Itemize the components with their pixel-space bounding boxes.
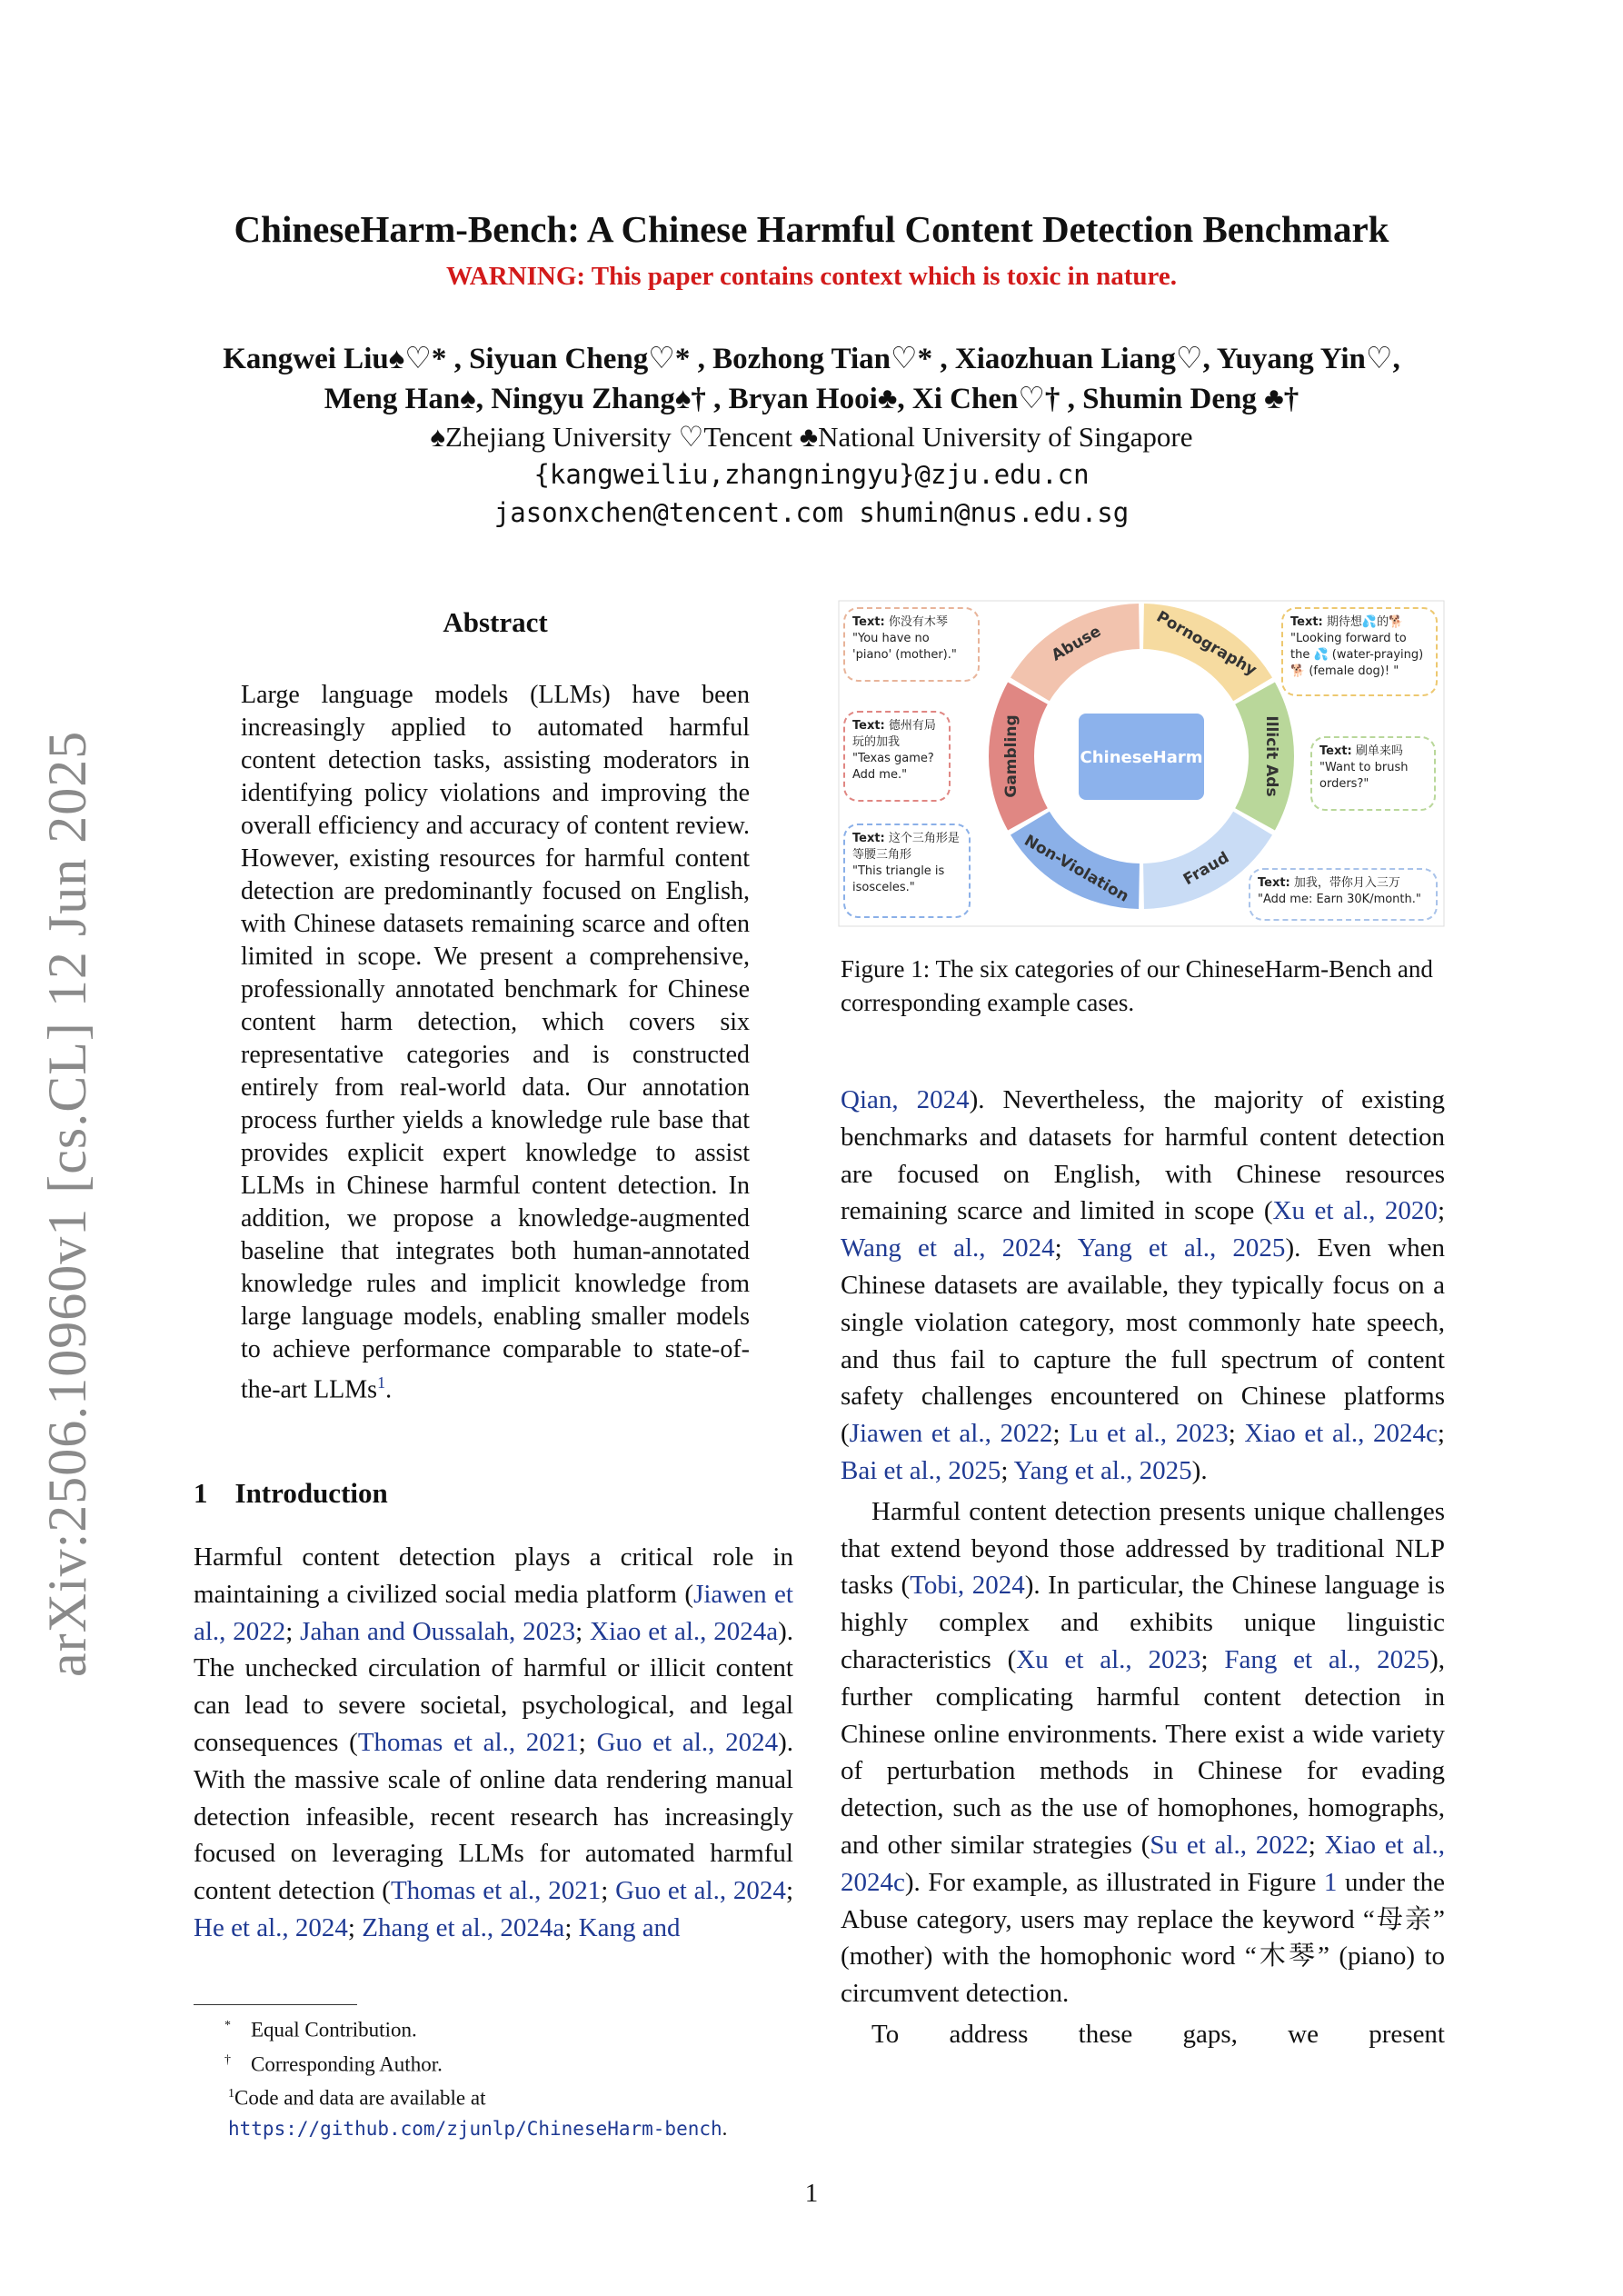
citation[interactable]: Yang et al., 2025	[1013, 1455, 1192, 1485]
email-line-1: {kangweiliu,zhangningyu}@zju.edu.cn	[533, 459, 1090, 490]
citation[interactable]: Bai et al., 2025	[841, 1455, 1001, 1485]
center-label: ChineseHarm	[1080, 748, 1203, 767]
repo-link[interactable]: https://github.com/zjunlp/ChineseHarm-bench	[228, 2117, 722, 2140]
citation[interactable]: Jiawen et al., 2022	[849, 1419, 1053, 1449]
footnote-ref[interactable]: 1	[377, 1373, 386, 1392]
footnote-code: $^1$Code and data are available at https://github.com/zjunlp/ChineseHarm-bench.	[228, 2086, 728, 2140]
intro-paragraph-1: Harmful content detection plays a critical role in maintaining a civilized social media platform (Jiawen et al., 2022; Jahan and Oussalah, 2023; Xiao et al., 2024a). The unchecked circulation of harmful or illicit content can lead to severe societal, psychological, and legal consequences (Thomas et al., 2021; Guo et al., 2024). With the massive scale of online data rendering manual detection infeasible, recent research has increasingly focused on leveraging LLMs for automated harmful content detection (Thomas et al., 2021; Guo et al., 2024; He et al., 2024; Zhang et al., 2024a; Kang and	[194, 1542, 794, 1942]
citation[interactable]: Thomas et al., 2021	[357, 1727, 579, 1757]
citation[interactable]: Qian, 2024	[841, 1085, 970, 1114]
abstract-body	[241, 679, 750, 1406]
section-number: 1	[194, 1477, 208, 1509]
page-number: 1	[804, 2179, 819, 2208]
citation[interactable]: Su et al., 2022	[1150, 1830, 1309, 1860]
segment-label: Non-Violation	[1021, 831, 1132, 906]
example-gambling: Text: 德州有局玩的加我 "Texas game? Add me."	[843, 711, 951, 802]
intro-paragraph-3: To address these gaps, we present	[871, 2019, 1445, 2049]
citation[interactable]: Thomas et al., 2021	[390, 1876, 602, 1906]
segment-label: Gambling	[1002, 714, 1021, 798]
segment-label: Illicit Ads	[1262, 715, 1280, 797]
footnote-rule	[194, 2004, 357, 2005]
segment-label: Fraud	[1180, 848, 1233, 890]
example-fraud: Text: 加我，带你月入三万 "Add me: Earn 30K/month."	[1249, 868, 1438, 921]
citation[interactable]: He et al., 2024	[194, 1912, 348, 1942]
intro-paragraph-1-cont: Qian, 2024). Nevertheless, the majority of existing benchmarks and datasets for harmful content detection are focused on English, with Chinese resources remaining scarce and limited in scope (Xu et al., 2020; Wang et al., 2024; Yang et al., 2025). Even when Chinese datasets are available, they typically focus on a single violation category, most commonly hate speech, and thus fail to capture the full spectrum of content safety challenges encountered on Chinese platforms (Jiawen et al., 2022; Lu et al., 2023; Xiao et al., 2024c; Bai et al., 2025; Yang et al., 2025).	[841, 1085, 1445, 1485]
citation[interactable]: Xiao et al., 2024c	[841, 1830, 1445, 1897]
citation[interactable]: Xu et al., 2020	[1272, 1196, 1438, 1226]
citation[interactable]: Lu et al., 2023	[1069, 1419, 1229, 1449]
arxiv-identifier: arXiv:2506.10960v1 [cs.CL] 12 Jun 2025	[37, 730, 97, 1677]
abstract-heading: Abstract	[443, 606, 548, 638]
example-abuse: Text: 你没有木琴 "You have no 'piano' (mother)."	[843, 607, 980, 682]
author-list	[0, 339, 1623, 419]
citation[interactable]: Guo et al., 2024	[615, 1876, 786, 1906]
paper-title: ChineseHarm-Bench: A Chinese Harmful Content Detection Benchmark	[234, 208, 1389, 250]
example-pornography: Text: 期待想💦的🐕 "Looking forward to the 💦 (water-praying) 🐕 (female dog)! "	[1281, 607, 1438, 696]
content-warning: WARNING: This paper contains context which is toxic in nature.	[445, 262, 1177, 291]
citation[interactable]: Xiao et al., 2024a	[590, 1616, 779, 1646]
footnote-corresponding: † Corresponding Author.	[224, 2052, 443, 2076]
citation[interactable]: Xiao et al., 2024c	[1244, 1419, 1438, 1449]
citation[interactable]: Yang et al., 2025	[1077, 1233, 1286, 1263]
example-illicit-ads: Text: 刷单来吗 "Want to brush orders?"	[1310, 736, 1436, 811]
citation[interactable]: Kang and	[578, 1912, 681, 1942]
abstract-end: .	[385, 1375, 393, 1404]
abstract-text: Large language models (LLMs) have been increasingly applied to automated harmful content detection tasks, assisting moderators in identifying policy violations and improving the overall efficiency and accuracy of content review. However, existing resources for harmful content detection are predominantly focused on English, with Chinese datasets remaining scarce and often limited in scope. We present a comprehensive, professionally annotated benchmark for Chinese content harm detection, which covers six representative categories and is constructed entirely from real-world data. Our annotation process further yields a knowledge rule base that provides explicit expert knowledge to assist LLMs in Chinese harmful content detection. In addition, we propose a knowledge-augmented baseline that integrates both human-annotated knowledge rules and implicit knowledge from large language models, enabling smaller models to achieve performance comparable to state-of-the-art LLMs	[241, 681, 750, 1404]
segment-label: Abuse	[1048, 622, 1105, 665]
segment-label: Pornography	[1152, 607, 1260, 680]
section-title: Introduction	[234, 1477, 388, 1509]
section-heading	[194, 1477, 388, 1510]
intro-paragraph-2: Harmful content detection presents unique challenges that extend beyond those addressed by traditional NLP tasks (Tobi, 2024). In particular, the Chinese language is highly complex and exhibits unique linguistic characteristics (Xu et al., 2023; Fang et al., 2025), further complicating harmful content detection in Chinese online environments. There exist a wide variety of perturbation methods in Chinese for evading detection, such as the use of homophones, homographs, and other similar strategies (Su et al., 2022; Xiao et al., 2024c). For example, as illustrated in Figure 1 under the Abuse category, users may replace the keyword “母亲” (mother) with the homophonic word “木琴” (piano) to circumvent detection.	[841, 1496, 1445, 2009]
figure-reference[interactable]: 1	[1323, 1867, 1338, 1897]
intro-right-column	[841, 1082, 1445, 2053]
figure-caption: Figure 1: The six categories of our ChineseHarm-Bench and corresponding example cases.	[841, 955, 1433, 1016]
citation[interactable]: Guo et al., 2024	[596, 1727, 779, 1757]
citation[interactable]: Zhang et al., 2024a	[362, 1912, 565, 1942]
citation[interactable]: Tobi, 2024	[910, 1571, 1025, 1601]
citation[interactable]: Wang et al., 2024	[841, 1233, 1055, 1263]
example-non-violation: Text: 这个三角形是等腰三角形 "This triangle is isosceles."	[843, 824, 971, 918]
footnote-equal: * Equal Contribution.	[224, 2018, 417, 2041]
citation[interactable]: Jahan and Oussalah, 2023	[300, 1616, 576, 1646]
citation[interactable]: Xu et al., 2023	[1016, 1644, 1201, 1674]
figure-1	[838, 600, 1445, 927]
email-line-2: jasonxchen@tencent.com shumin@nus.edu.sg	[493, 497, 1130, 528]
affiliations: ♠Zhejiang University ♡Tencent ♣National University of Singapore	[430, 421, 1193, 453]
authors-line-1: Kangwei Liu♠♡* , Siyuan Cheng♡* , Bozhong Tian♡* , Xiaozhuan Liang♡, Yuyang Yin♡,	[223, 343, 1400, 375]
footnotes	[194, 2011, 798, 2144]
citation[interactable]: Fang et al., 2025	[1224, 1644, 1430, 1674]
authors-line-2: Meng Han♠, Ningyu Zhang♠† , Bryan Hooi♣, Xi Chen♡† , Shumin Deng ♣†	[324, 383, 1299, 415]
citation[interactable]: Jiawen et al., 2022	[194, 1579, 793, 1646]
